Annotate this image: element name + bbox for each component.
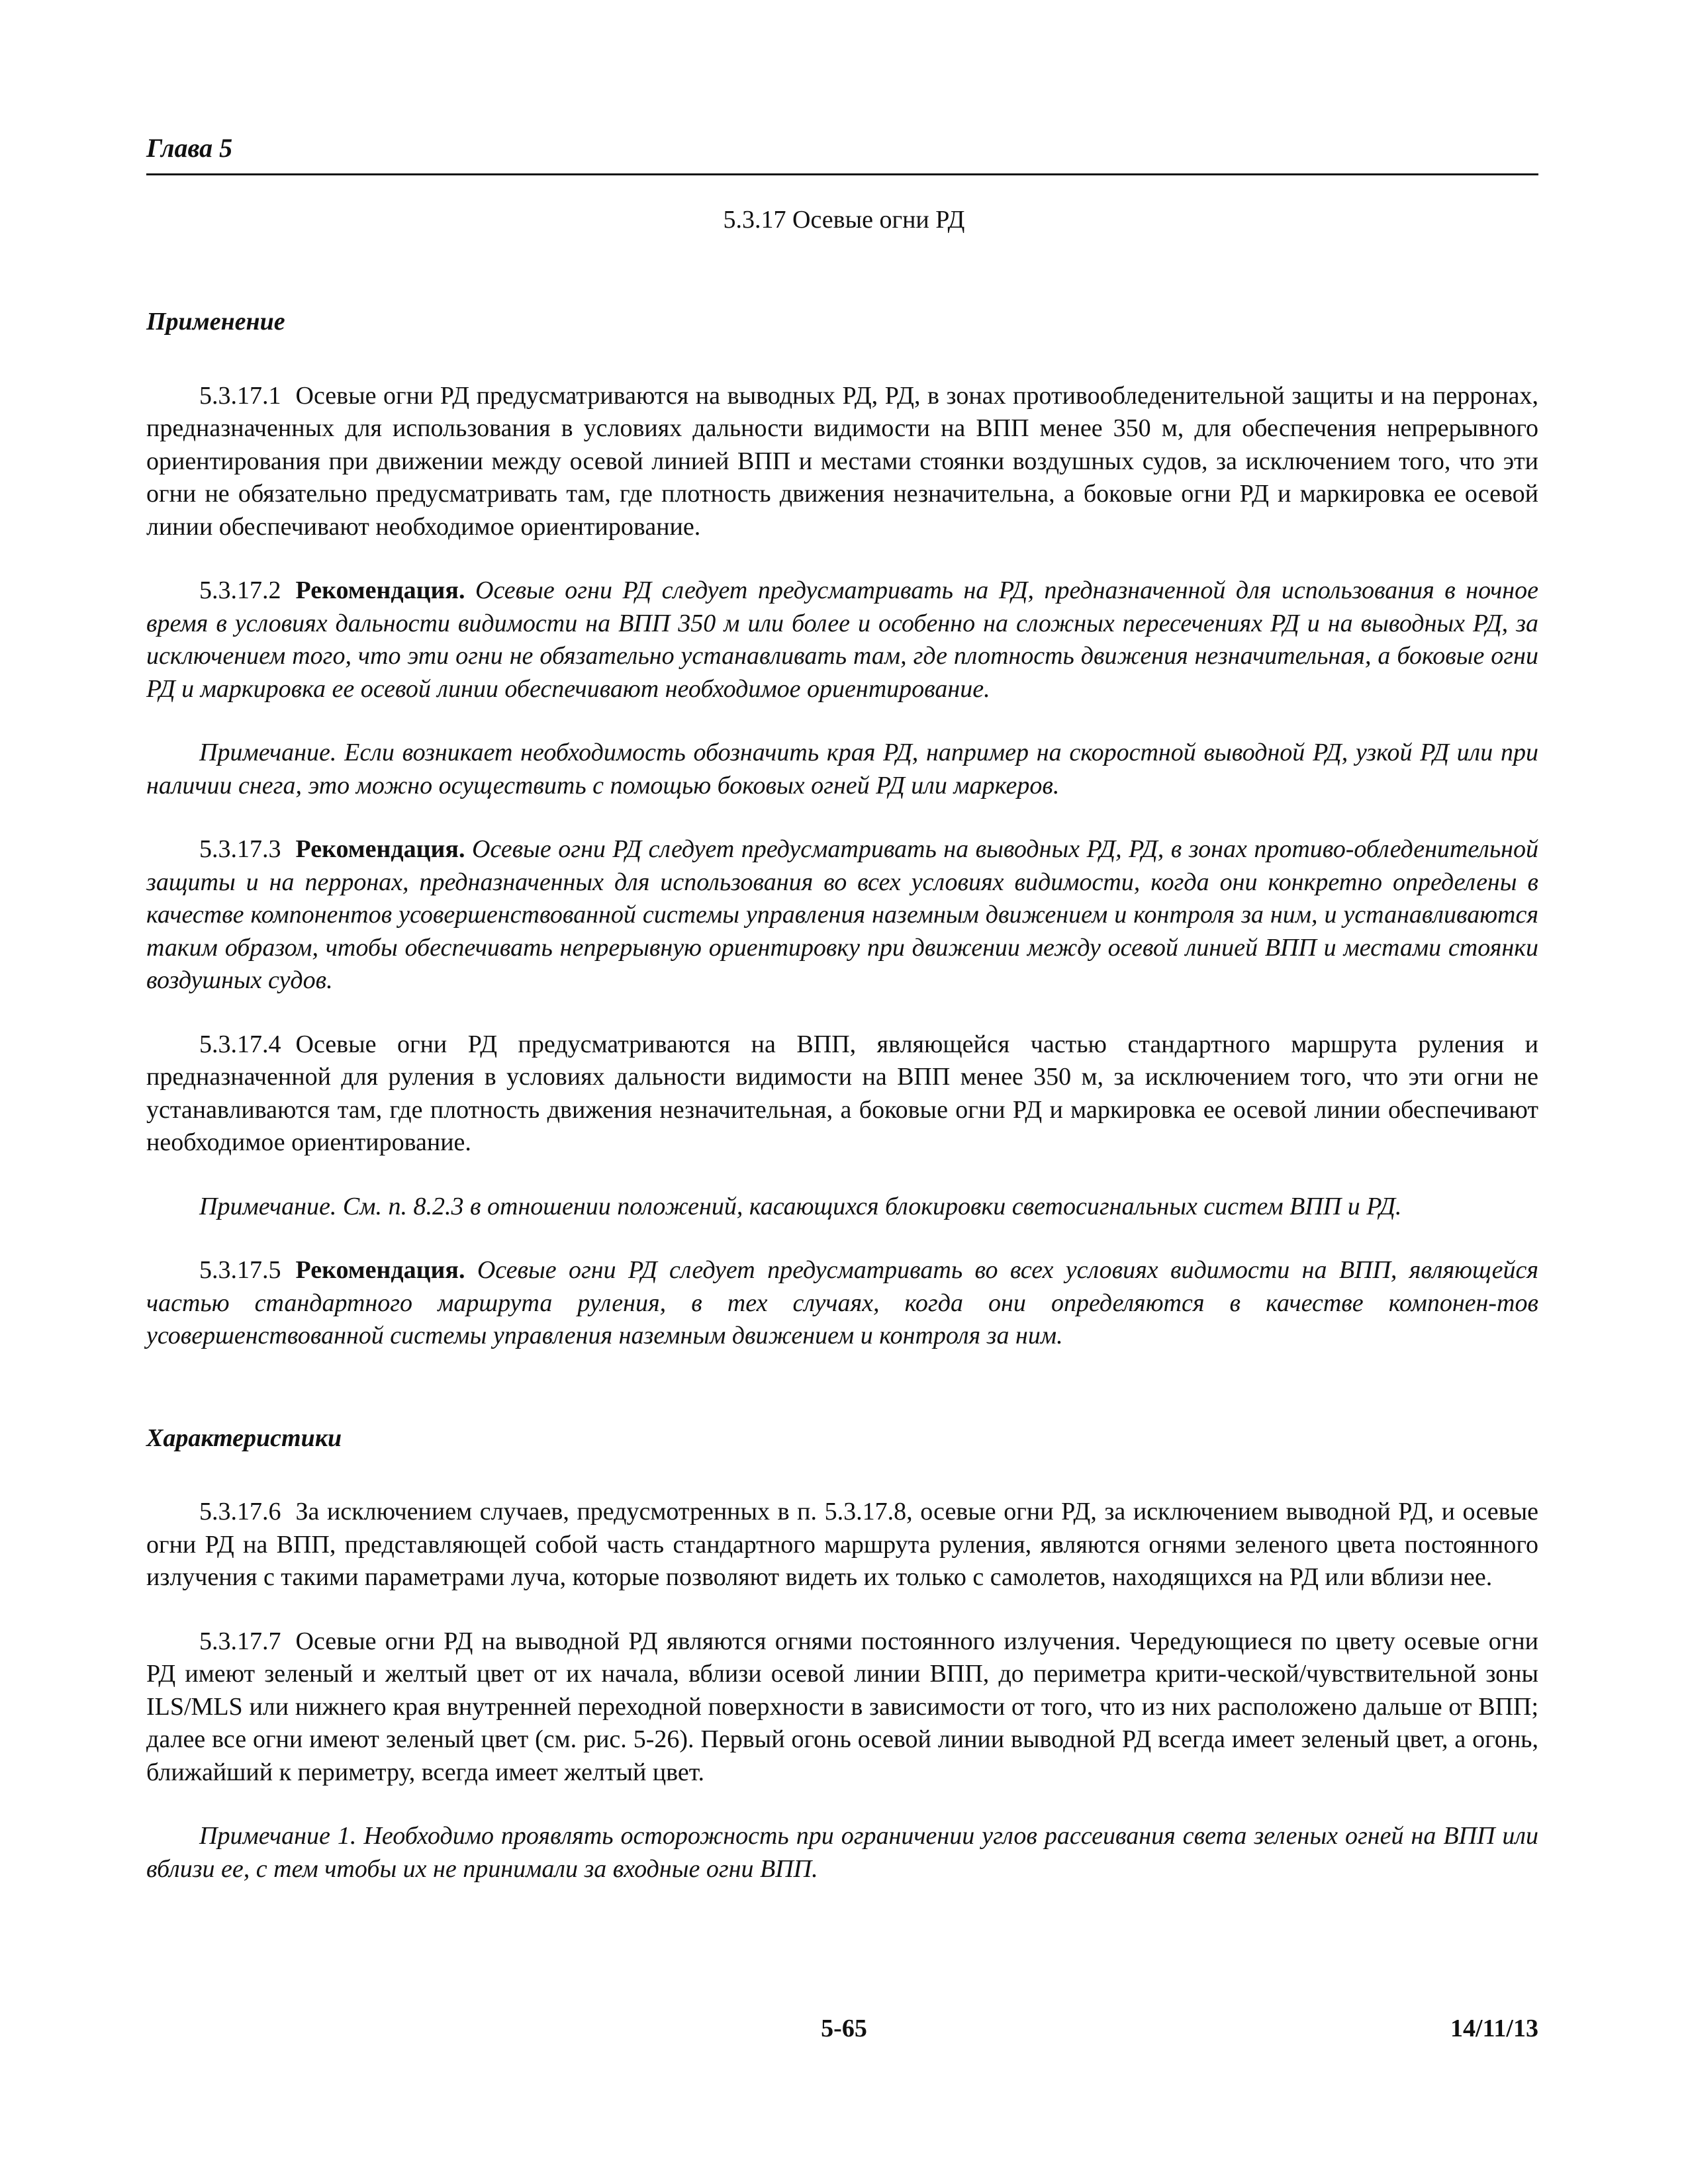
paragraph-5-3-17-5 [146, 1254, 1538, 1353]
paragraph-number: 5.3.17.5 [199, 1256, 281, 1284]
paragraph-number: 5.3.17.1 [199, 381, 281, 410]
paragraph-number: 5.3.17.7 [199, 1627, 281, 1655]
paragraph-number: 5.3.17.3 [199, 835, 281, 863]
recommendation-label: Рекомендация. [295, 576, 465, 604]
note-3: Примечание 1. Необходимо проявлять осторожность при ограничении углов рассеивания света зеленых огней на ВПП или вблизи ее, с тем чтобы их не принимали за входные огни ВПП. [146, 1822, 1538, 1883]
paragraph-5-3-17-6 [146, 1496, 1538, 1594]
paragraph-5-3-17-7 [146, 1625, 1538, 1790]
page-body [146, 306, 1538, 1886]
footer-date: 14/11/13 [1450, 2015, 1538, 2042]
paragraph-text: Осевые огни РД на выводной РД являются огнями постоянного излучения. Чередующиеся по цвету осевые огни РД имеют зеленый и желтый цвет от их начала, вблизи осевой линии ВПП, до периметра крити-ческой/чувствительной зоны ILS/MLS или нижнего края внутренней переходной поверхности в зависимости от того, что из них расположено дальше от ВПП; далее все огни имеют зеленый цвет (см. рис. 5-26). Первый огонь осевой линии выводной РД всегда имеет зеленый цвет, а огонь, ближайший к периметру, всегда имеет желтый цвет. [146, 1627, 1538, 1786]
recommendation-text: Осевые огни РД следует предусматривать во всех условиях видимости на ВПП, являющейся частью стандартного маршрута руления, в тех случаях, когда они определяются в качестве компонен-тов усовершенствованной системы управления наземным движением и контроля за ним. [146, 1256, 1539, 1349]
note-1: Примечание. Если возникает необходимость обозначить края РД, например на скоростной выводной РД, узкой РД или при наличии снега, это можно осуществить с помощью боковых огней РД или маркеров. [146, 739, 1538, 799]
recommendation-label: Рекомендация. [295, 835, 465, 863]
paragraph-5-3-17-4 [146, 1028, 1538, 1160]
subhead-characteristics: Характеристики [146, 1424, 342, 1452]
recommendation-text: Осевые огни РД следует предусматривать на выводных РД, РД, в зонах противо-обледенительной защиты и на перронах, предназначенных для использования во всех условиях видимости, когда они конкретно определены в качестве компонентов усовершенствованной системы управления наземным движением и контроля за ним, и устанавливаются таким образом, чтобы обеспечивать непрерывную ориентировку при движении между осевой линией ВПП и местами стоянки воздушных судов. [146, 835, 1539, 994]
paragraph-number: 5.3.17.2 [199, 576, 281, 604]
paragraph-5-3-17-1 [146, 380, 1538, 544]
paragraph-5-3-17-3 [146, 833, 1538, 997]
paragraph-number: 5.3.17.6 [199, 1498, 281, 1525]
section-title: 5.3.17 Осевые огни РД [723, 206, 965, 234]
page-number: 5-65 [821, 2015, 867, 2042]
paragraph-text: За исключением случаев, предусмотренных в п. 5.3.17.8, осевые огни РД, за исключением выводной РД, и осевые огни РД на ВПП, представляющей собой часть стандартного маршрута руления, являются огнями зеленого цвета постоянного излучения с такими параметрами луча, которые позволяют видеть их только с самолетов, находящихся на РД или вблизи нее. [146, 1498, 1538, 1591]
paragraph-text: Осевые огни РД предусматриваются на ВПП, являющейся частью стандартного маршрута руления и предназначенной для руления в условиях дальности видимости на ВПП менее 350 м, за исключением того, что эти огни не устанавливаются там, где плотность движения незначительная, а боковые огни РД и маркировка ее осевой линии обеспечивают необходимое ориентирование. [146, 1030, 1538, 1156]
recommendation-label: Рекомендация. [295, 1256, 465, 1284]
note-2: Примечание. См. п. 8.2.3 в отношении положений, касающихся блокировки светосигнальных систем ВПП и РД. [199, 1192, 1402, 1220]
chapter-heading: Глава 5 [146, 133, 233, 163]
recommendation-text: Осевые огни РД следует предусматривать на РД, предназначенной для использования в ночное время в условиях дальности видимости на ВПП 350 м или более и особенно на сложных пересечениях РД и на выводных РД, за исключением того, что эти огни не обязательно устанавливать там, где плотность движения незначительная, а боковые огни РД и маркировка ее осевой линии обеспечивают необходимое ориентирование. [146, 576, 1538, 703]
subhead-application: Применение [146, 308, 285, 336]
header-rule [146, 173, 1538, 175]
paragraph-5-3-17-2 [146, 574, 1538, 705]
paragraph-text: Осевые огни РД предусматриваются на выводных РД, РД, в зонах противообледенительной защиты и на перронах, предназначенных для использования в условиях дальности видимости на ВПП менее 350 м, для обеспечения непрерывного ориентирования при движении между осевой линией ВПП и местами стоянки воздушных судов, за исключением того, что эти огни не обязательно предусматривать там, где плотность движения незначительна, а боковые огни РД и маркировка ее осевой линии обеспечивают необходимое ориентирование. [146, 381, 1538, 541]
paragraph-number: 5.3.17.4 [199, 1030, 281, 1058]
